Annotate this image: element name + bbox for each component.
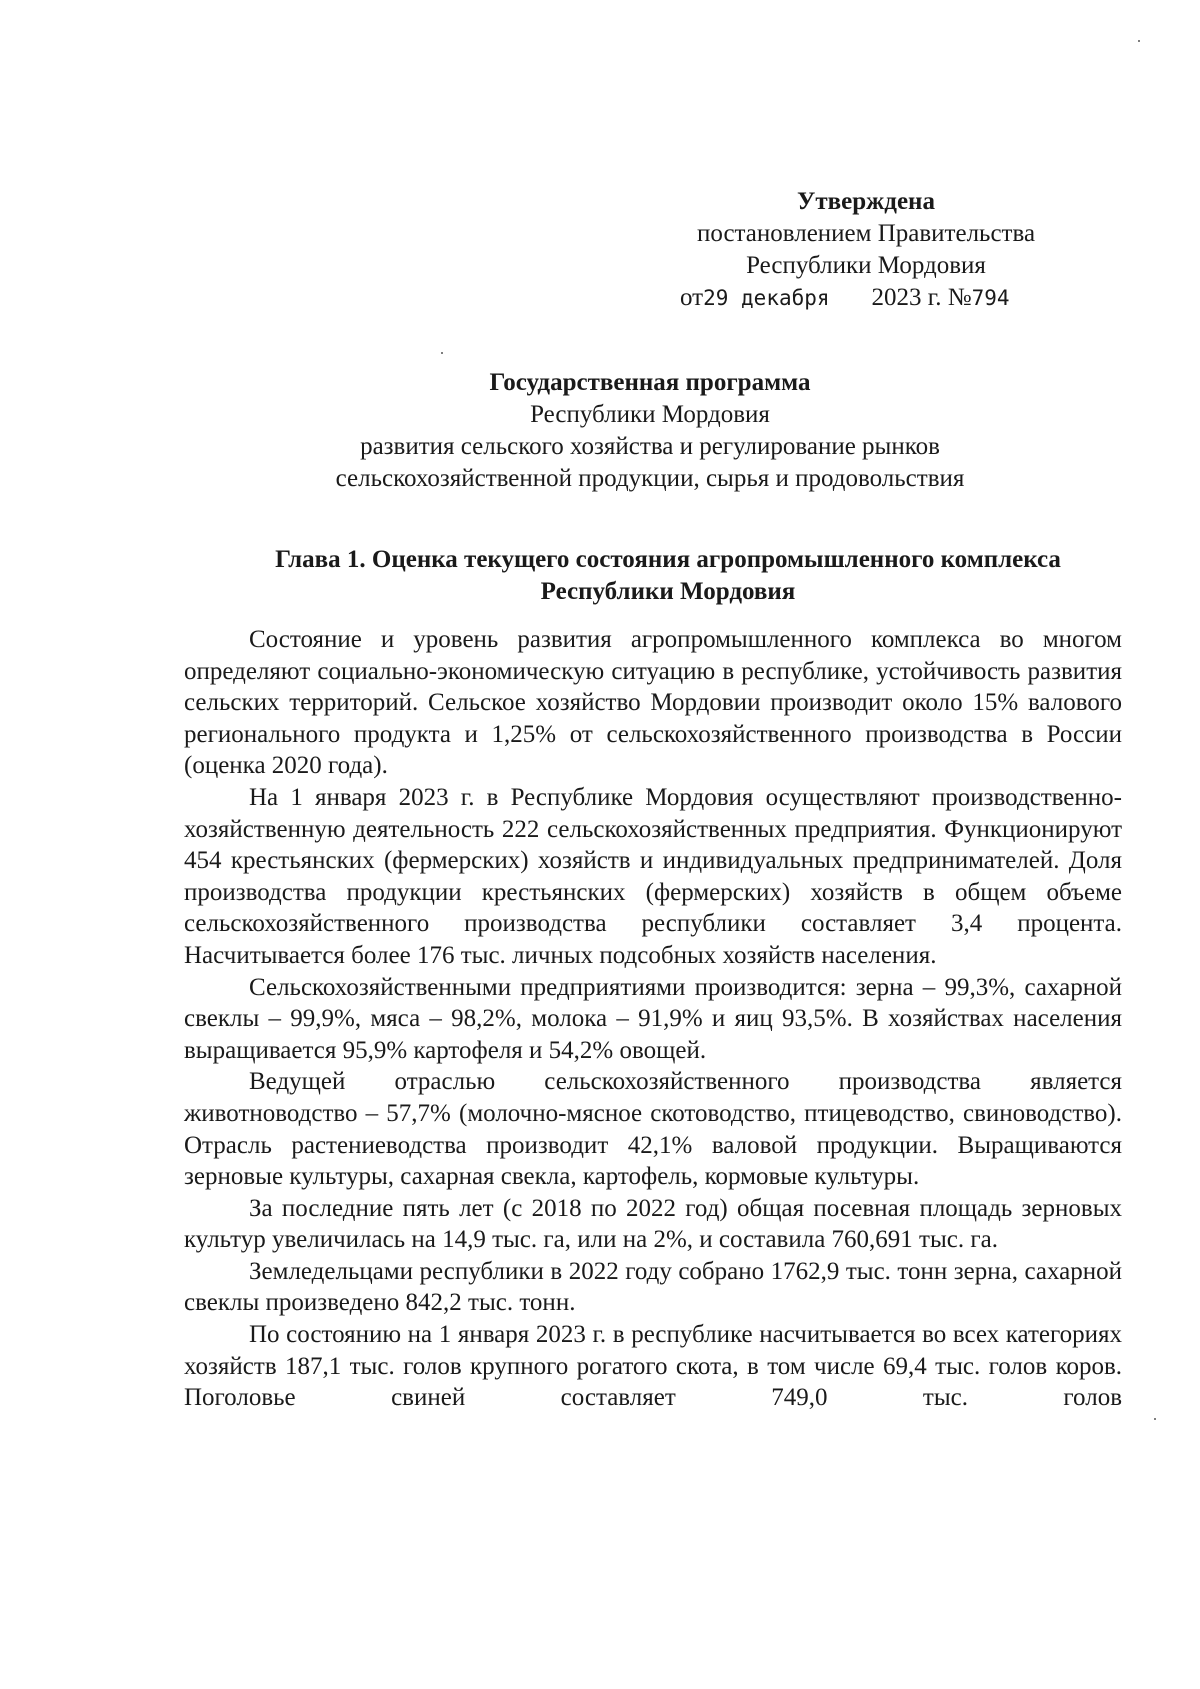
approval-title: Утверждена (797, 188, 935, 215)
date-prefix: от (680, 284, 704, 311)
chapter-title-line: Глава 1. Оценка текущего состояния агропромышленного комплекса (275, 546, 1061, 573)
paragraph: Сельскохозяйственными предприятиями производится: зерна – 99,3%, сахарной свеклы – 99,9%, мяса – 98,2%, молока – 91,9% и яиц 93,5%. В хозяйствах населения выращивается 95,9% картофеля и 54,2% овощей. (184, 973, 1122, 1064)
scan-speck (441, 352, 443, 354)
paragraph: Земледельцами республики в 2022 году собрано 1762,9 тыс. тонн зерна, сахарной свеклы произведено 842,2 тыс. тонн. (184, 1257, 1122, 1317)
chapter-heading (190, 544, 1146, 608)
resolution-year: 2023 г. № (871, 284, 972, 311)
program-heading: Государственная программа (489, 369, 811, 396)
paragraph: Состояние и уровень развития агропромышленного комплекса во многом определяют социально-экономическую ситуацию в республике, устойчивость развития сельских территорий. Сельское хозяйство Мордовии производит около 15% валового регионального продукта и 1,25% от сельскохозяйственного производства в России (оценка 2020 года). (184, 626, 1122, 780)
program-title-line: развития сельского хозяйства и регулирование рынков (360, 433, 940, 460)
chapter-body (184, 624, 1122, 1414)
resolution-number: 794 (971, 286, 1010, 310)
program-title-block (300, 367, 1000, 495)
approval-block (676, 186, 1056, 314)
scan-speck (1138, 40, 1140, 42)
resolution-date: 29 декабря (703, 286, 830, 310)
paragraph: По состоянию на 1 января 2023 г. в республике насчитывается во всех категориях хозяйств 187,1 тыс. голов крупного рогатого скота, в том числе 69,4 тыс. голов коров. Поголовье свиней составляет 749,0 тыс. голов (184, 1321, 1122, 1412)
program-title-line: сельскохозяйственной продукции, сырья и продовольствия (335, 465, 965, 492)
approval-line: постановлением Правительства (696, 220, 1036, 247)
paragraph: На 1 января 2023 г. в Республике Мордовия осуществляют производственно-хозяйственную деятельность 222 сельскохозяйственных предприятия. Функционируют 454 крестьянских (фермерских) хозяйств и индивидуальных предпринимателей. Доля производства продукции крестьянских (фермерских) хозяйств в общем объеме сельскохозяйственного производства республики составляет 3,4 процента. Насчитывается более 176 тыс. личных подсобных хозяйств населения. (184, 783, 1122, 969)
approval-date-line (676, 282, 1056, 314)
chapter-title-line: Республики Мордовия (540, 578, 796, 605)
scan-speck (1154, 1418, 1156, 1420)
paragraph: За последние пять лет (с 2018 по 2022 год) общая посевная площадь зерновых культур увеличилась на 14,9 тыс. га, или на 2%, и составила 760,691 тыс. га. (184, 1194, 1122, 1254)
program-title-line: Республики Мордовия (530, 401, 770, 428)
approval-line: Республики Мордовия (746, 252, 986, 279)
paragraph: Ведущей отраслью сельскохозяйственного производства является животноводство – 57,7% (молочно-мясное скотоводство, птицеводство, свиноводство). Отрасль растениеводства производит 42,1% валовой продукции. Выращиваются зерновые культуры, сахарная свекла, картофель, кормовые культуры. (184, 1068, 1122, 1191)
